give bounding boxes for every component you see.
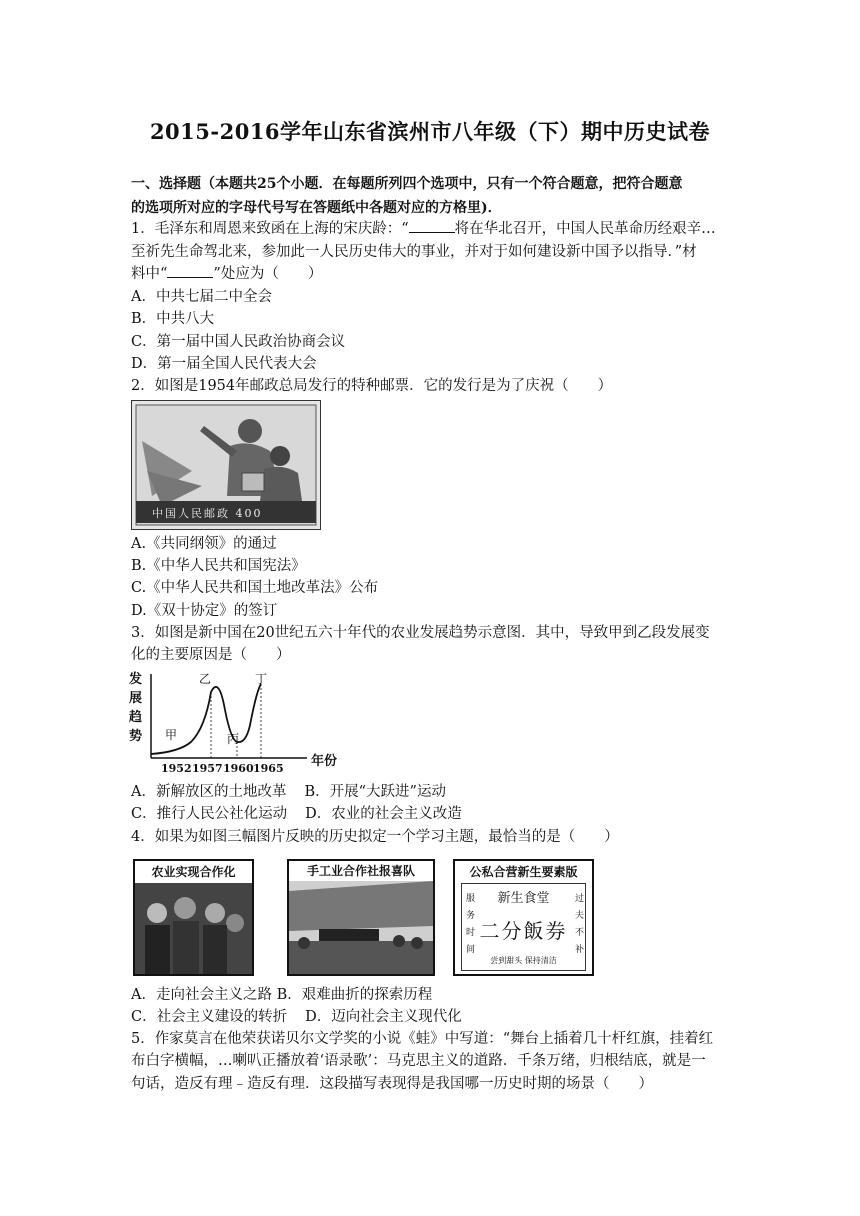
q1-stem-text: 料中“ bbox=[131, 266, 168, 282]
x-tick-1957: 1957 bbox=[192, 762, 223, 775]
q4-option-c: C．社会主义建设的转折 bbox=[131, 1009, 288, 1025]
ticket-bottom: 尝到甜头 保持清洁 bbox=[490, 956, 557, 965]
photo-agriculture bbox=[133, 859, 254, 976]
q3-stem-line2: 化的主要原因是（ ） bbox=[131, 647, 291, 663]
stamp-image bbox=[131, 400, 321, 530]
x-tick-1965: 1965 bbox=[253, 762, 284, 775]
q1-stem-text: 1．毛泽东和周恩来致函在上海的宋庆龄：“ bbox=[131, 221, 409, 237]
chart-ylabel: 发展趋势 bbox=[129, 672, 143, 744]
section-heading-line2: 的选项所对应的字母代号写在答题纸中各题对应的方格里)． bbox=[131, 200, 502, 216]
q1-stem-text: 将在华北召开，中国人民革命历经艰辛… bbox=[454, 221, 716, 237]
q3-option-d: D．农业的社会主义改造 bbox=[305, 806, 462, 822]
q4-options-cd bbox=[131, 1006, 462, 1028]
q2-option-b: B.《中华人民共和国宪法》 bbox=[131, 558, 306, 574]
q1-option-c: C．第一届中国人民政治协商会议 bbox=[131, 334, 346, 350]
q3-option-b: B．开展“大跃进”运动 bbox=[304, 784, 446, 800]
photo-handicraft bbox=[287, 859, 435, 976]
q1-stem-line3 bbox=[131, 263, 322, 285]
chart-xlabel: 年份 bbox=[311, 754, 338, 769]
ticket-title: 新生食堂 bbox=[497, 891, 550, 906]
ticket-right: 过夫不补 bbox=[575, 894, 585, 955]
photo1-caption: 农业实现合作化 bbox=[135, 861, 252, 884]
q2-option-d: D.《双十协定》的签订 bbox=[131, 603, 278, 619]
q1-option-d: D．第一届全国人民代表大会 bbox=[131, 356, 317, 372]
q4-stem: 4．如果为如图三幅图片反映的历史拟定一个学习主题，最恰当的是（ ） bbox=[131, 829, 619, 845]
q1-option-a: A．中共七届二中全会 bbox=[131, 289, 272, 305]
x-tick-1960: 1960 bbox=[223, 762, 254, 775]
q2-option-c: C.《中华人民共和国土地改革法》公布 bbox=[131, 580, 379, 596]
photo-meal-ticket bbox=[453, 859, 594, 976]
q1-stem-text: ”处应为（ ） bbox=[213, 266, 323, 282]
stamp-caption: 中国人民邮政 400 bbox=[152, 507, 263, 520]
q5-line2: 布白字横幅，…喇叭正播放着‘语录歌’：马克思主义的道路．千条万绪，归根结底，就是一 bbox=[131, 1053, 706, 1069]
q5-line1: 5．作家莫言在他荣获诺贝尔文学奖的小说《蛙》中写道：“舞台上插着几十杆红旗，挂着红 bbox=[131, 1031, 714, 1047]
photo2-caption: 手工业合作社报喜队 bbox=[306, 864, 415, 878]
q3-options-ab bbox=[131, 781, 446, 803]
q2-option-a: A.《共同纲领》的通过 bbox=[131, 536, 277, 552]
q3-stem-line1: 3．如图是新中国在20世纪五六十年代的农业发展趋势示意图．其中，导致甲到乙段发展变 bbox=[131, 625, 710, 641]
q3-option-a: A．新解放区的土地改革 bbox=[131, 784, 287, 800]
section-heading-line1: 一、选择题（本题共25个小题．在每题所列四个选项中，只有一个符合题意，把符合题意 bbox=[131, 176, 683, 192]
q1-stem-line2: 至祈先生命驾北来，参加此一人民历史伟大的事业，并对于如何建设新中国予以指导．”材 bbox=[131, 244, 697, 260]
photo1-image bbox=[135, 883, 252, 974]
answer-blank bbox=[409, 220, 455, 233]
page-title: 2015-2016学年山东省滨州市八年级（下）期中历史试卷 bbox=[149, 119, 711, 144]
answer-blank bbox=[167, 265, 213, 278]
segment-label-jia: 甲 bbox=[165, 728, 178, 742]
photo3-caption: 公私合营新生要素版 bbox=[469, 865, 578, 879]
q3-option-c: C．推行人民公社化运动 bbox=[131, 806, 288, 822]
q4-options-ab: A．走向社会主义之路 B．艰难曲折的探索历程 bbox=[131, 987, 433, 1003]
trend-chart bbox=[129, 670, 349, 780]
q1-option-b: B．中共八大 bbox=[131, 311, 215, 327]
q3-options-cd bbox=[131, 803, 462, 825]
x-tick-1952: 1952 bbox=[161, 762, 192, 775]
q1-stem-line1 bbox=[131, 218, 716, 240]
q4-option-d: D．迈向社会主义现代化 bbox=[305, 1009, 462, 1025]
ticket-left: 服务时间 bbox=[466, 894, 476, 955]
q2-stem: 2．如图是1954年邮政总局发行的特种邮票．它的发行是为了庆祝（ ） bbox=[131, 378, 613, 394]
photo2-image bbox=[289, 881, 433, 974]
segment-label-yi: 乙 bbox=[199, 672, 212, 686]
trend-line bbox=[151, 684, 261, 754]
q5-line3: 句话，造反有理﹣造反有理．这段描写表现得是我国哪一历史时期的场景（ ） bbox=[131, 1076, 653, 1092]
ticket-main: 二分飯券 bbox=[479, 919, 568, 943]
segment-label-bing: 丙 bbox=[227, 732, 240, 746]
segment-label-ding: 丁 bbox=[255, 672, 268, 686]
